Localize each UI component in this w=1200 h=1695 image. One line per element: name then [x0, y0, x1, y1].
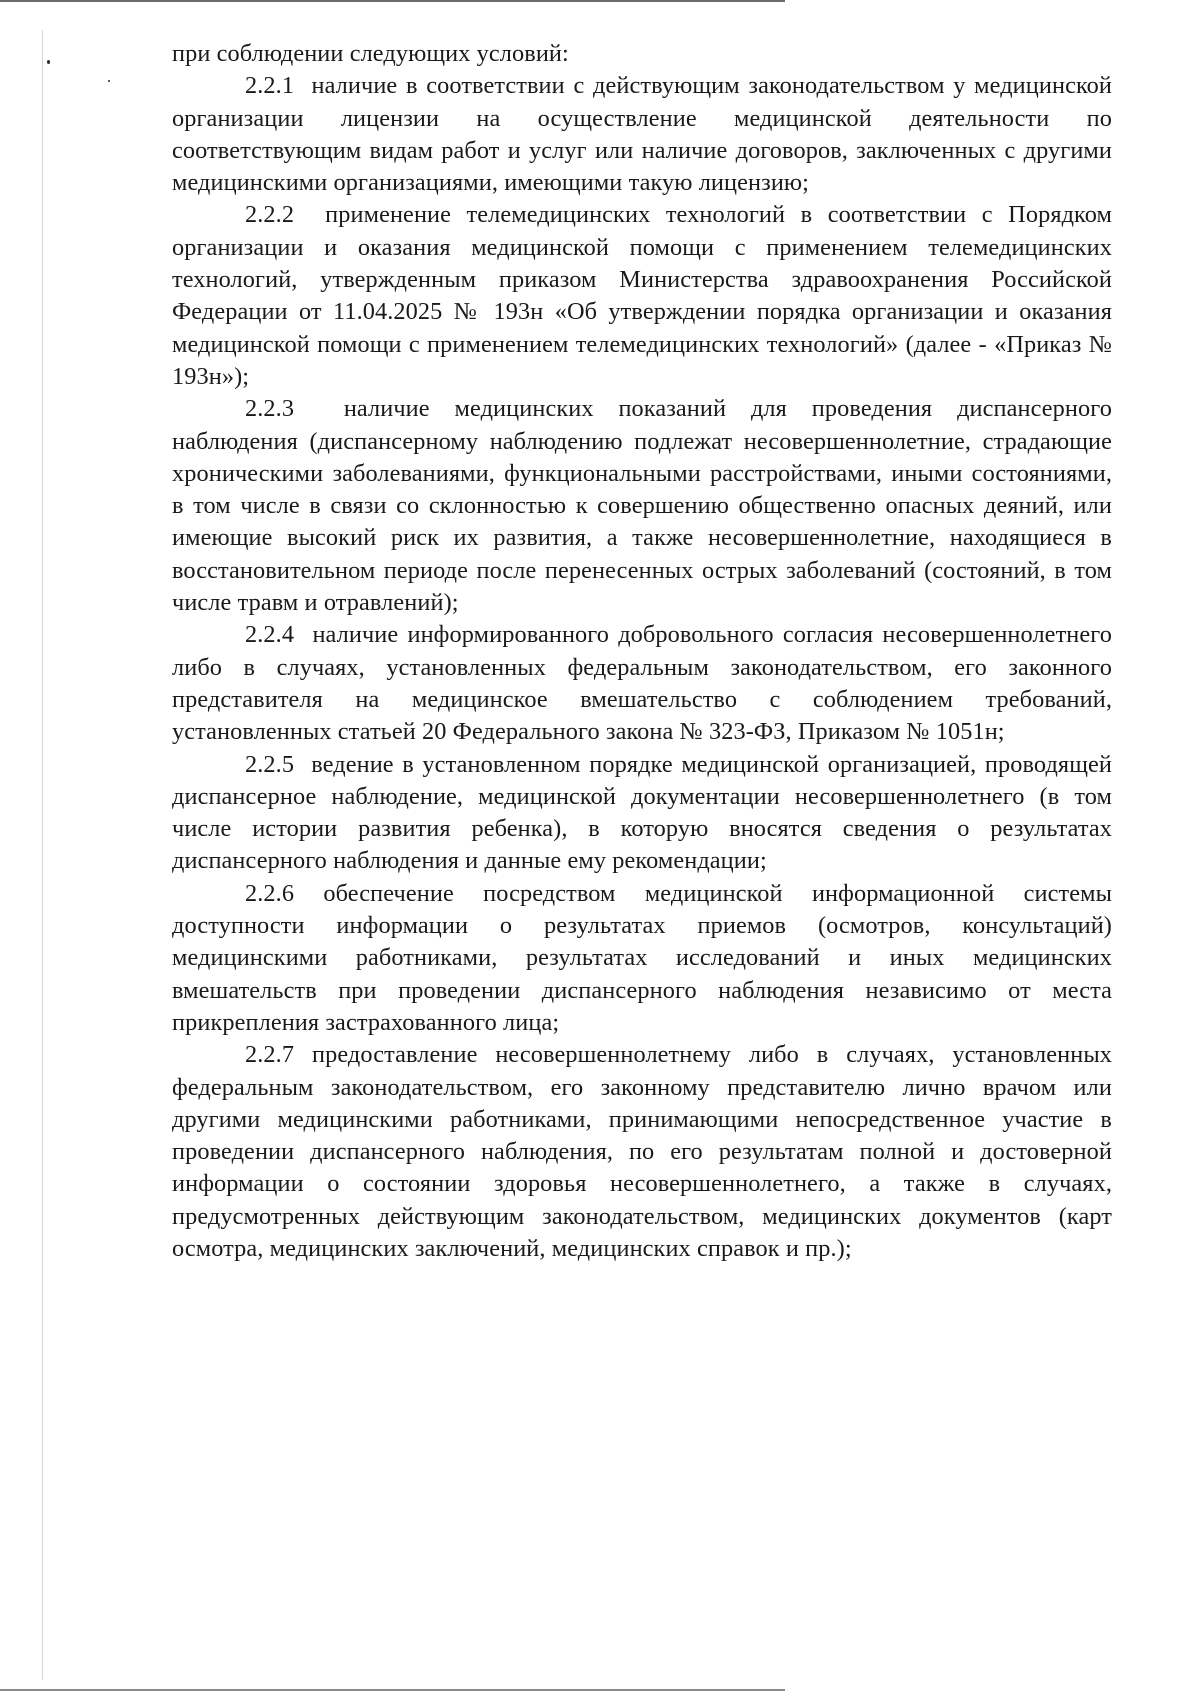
clause-2-2-2 — [172, 199, 1112, 393]
clause-2-2-6 — [172, 878, 1112, 1039]
clause-text: наличие медицинских показаний для проведения диспансерного наблюдения (диспансерному наблюдению подлежат несовершеннолетние, страдающие хроническими заболеваниями, функциональными расстройствами, иными состояниями, в том числе в связи со склонностью к совершению общественно опасных деяний, или имеющие высокий риск их развития, а также несовершеннолетние, находящиеся в восстановительном периоде после перенесенных острых заболеваний (состояний, в том числе травм и отравлений); — [172, 395, 1112, 617]
clause-text: ведение в установленном порядке медицинской организацией, проводящей диспансерное наблюдение, медицинской документации несовершеннолетнего (в том числе истории развития ребенка), в которую вносятся сведения о результатах диспансерного наблюдения и данные ему рекомендации; — [172, 750, 1112, 875]
clause-number: 2.2.2 — [245, 201, 295, 229]
clause-2-2-4 — [172, 619, 1112, 748]
scan-left-edge-line — [42, 30, 43, 1680]
clause-2-2-7 — [172, 1039, 1112, 1265]
clause-number: 2.2.1 — [245, 72, 295, 100]
clause-text: наличие в соответствии с действующим законодательством у медицинской организации лицензии на осуществление медицинской деятельности по соответствующим видам работ и услуг или наличие договоров, заключенных с другими медицинскими организациями, имеющими такую лицензию; — [172, 72, 1112, 197]
clause-number: 2.2.3 — [245, 395, 295, 423]
clause-2-2-3 — [172, 393, 1112, 619]
clause-number: 2.2.7 — [245, 1041, 295, 1069]
document-page — [172, 38, 1112, 1265]
clause-number: 2.2.5 — [245, 750, 295, 778]
clause-number: 2.2.4 — [245, 621, 295, 649]
clause-text: обеспечение посредством медицинской информационной системы доступности информации о результатах приемов (осмотров, консультаций) медицинскими работниками, результатах исследований и иных медицинских вмешательств при проведении диспансерного наблюдения независимо от места прикрепления застрахованного лица; — [172, 879, 1112, 1036]
scan-bottom-edge-line — [0, 1689, 785, 1691]
clause-2-2-5 — [172, 749, 1112, 878]
clause-text: наличие информированного добровольного согласия несовершеннолетнего либо в случаях, установленных федеральным законодательством, его законного представителя на медицинское вмешательство с соблюдением требований, установленных статьей 20 Федерального закона № 323-ФЗ, Приказом № 1051н; — [172, 621, 1112, 746]
scan-speck — [47, 60, 50, 64]
intro-line: при соблюдении следующих условий: — [172, 40, 569, 67]
clause-number: 2.2.6 — [245, 879, 295, 907]
clause-text: применение телемедицинских технологий в соответствии с Порядком организации и оказания медицинской помощи с применением телемедицинских технологий, утвержденным приказом Министерства здравоохранения Российской Федерации от 11.04.2025 № 193н «Об утверждении порядка организации и оказания медицинской помощи с применением телемедицинских технологий» (далее - «Приказ № 193н»); — [172, 201, 1112, 390]
scan-speck — [108, 80, 110, 82]
scan-top-edge-line — [0, 0, 785, 2]
clause-text: предоставление несовершеннолетнему либо в случаях, установленных федеральным законодательством, его законному представителю лично врачом или другими медицинскими работниками, принимающими непосредственное участие в проведении диспансерного наблюдения, по его результатам полной и достоверной информации о состоянии здоровья несовершеннолетнего, а также в случаях, предусмотренных действующим законодательством, медицинских документов (карт осмотра, медицинских заключений, медицинских справок и пр.); — [172, 1041, 1112, 1262]
clause-2-2-1 — [172, 70, 1112, 199]
